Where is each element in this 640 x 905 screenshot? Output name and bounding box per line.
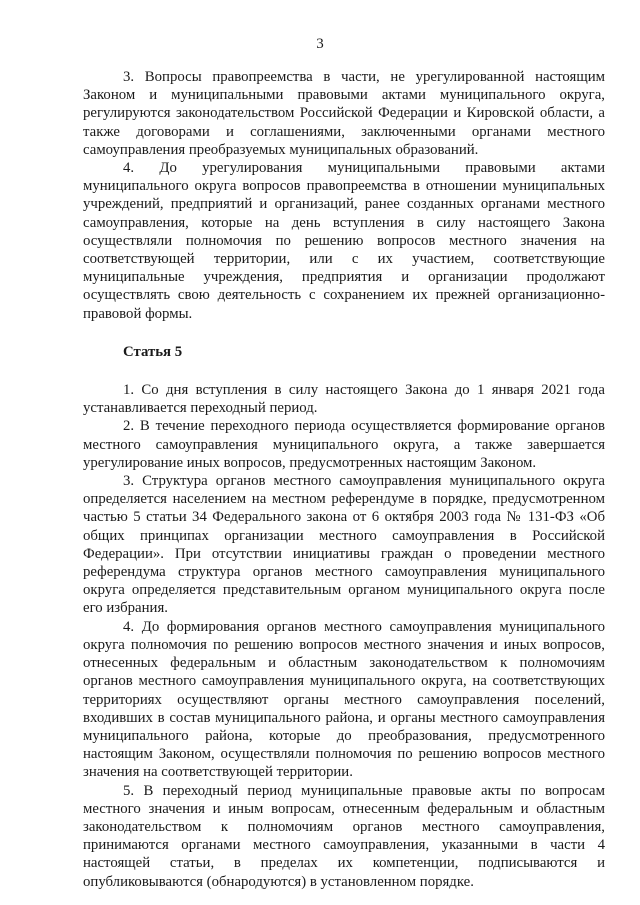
article-paragraph-4: 4. До формирования органов местного самоуправления муниципального округа полномочия по решению вопросов местного значения и иных вопросов, отнесенных федеральным и областным законодательством к полномочиям органов местного самоуправления муниципального округа, на соответствующих территориях осуществляют органы местного самоуправления поселений, входивших в состав муниципального района, и органы местного самоуправления муниципального района, которые до преобразования, предусмотренного настоящим Законом, осуществляли полномочия по решению вопросов местного значения на соответствующей территории. (83, 618, 605, 781)
article-paragraph-2: 2. В течение переходного периода осуществляется формирование органов местного самоуправления муниципального округа, а также завершается урегулирование иных вопросов, предусмотренных настоящим Законом. (83, 418, 605, 471)
page-number: 3 (316, 36, 324, 52)
article-paragraph-1: 1. Со дня вступления в силу настоящего Закона до 1 января 2021 года устанавливается переходный период. (83, 382, 605, 417)
paragraph-4: 4. До урегулирования муниципальными правовыми актами муниципального округа вопросов правопреемства в отношении муниципальных учреждений, предприятий и организаций, ранее созданных органами местного самоуправления, которые на день вступления в силу настоящего Закона осуществляли полномочия по решению вопросов местного значения на соответствующей территории, или с их участием, соответствующие муниципальные учреждения, предприятия и организации продолжают осуществлять свою деятельность с сохранением их прежней организационно-правовой формы. (83, 160, 605, 322)
document-body (83, 68, 605, 891)
article-paragraph-3: 3. Структура органов местного самоуправления муниципального округа определяется населением на местном референдуме в порядке, предусмотренном частью 5 статьи 34 Федерального закона от 6 октября 2003 года № 131-ФЗ «Об общих принципах организации местного самоуправления в Российской Федерации». При отсутствии инициативы граждан о проведении местного референдума структура органов местного самоуправления муниципального округа определяется представительным органом муниципального округа после его избрания. (83, 473, 605, 617)
paragraph-3: 3. Вопросы правопреемства в части, не урегулированной настоящим Законом и муниципальными правовыми актами муниципального округа, регулируются законодательством Российской Федерации и Кировской области, а также договорами и соглашениями, заключенными органами местного самоуправления преобразуемых муниципальных образований. (83, 69, 605, 158)
article-heading: Статья 5 (123, 343, 183, 360)
article-paragraph-5: 5. В переходный период муниципальные правовые акты по вопросам местного значения и иным вопросам, отнесенным федеральным и областным законодательством к полномочиям органов местного самоуправления, принимаются органами местного самоуправления, указанными в части 4 настоящей статьи, в пределах их компетенции, подписываются и опубликовываются (обнародуются) в установленном порядке. (83, 782, 605, 890)
